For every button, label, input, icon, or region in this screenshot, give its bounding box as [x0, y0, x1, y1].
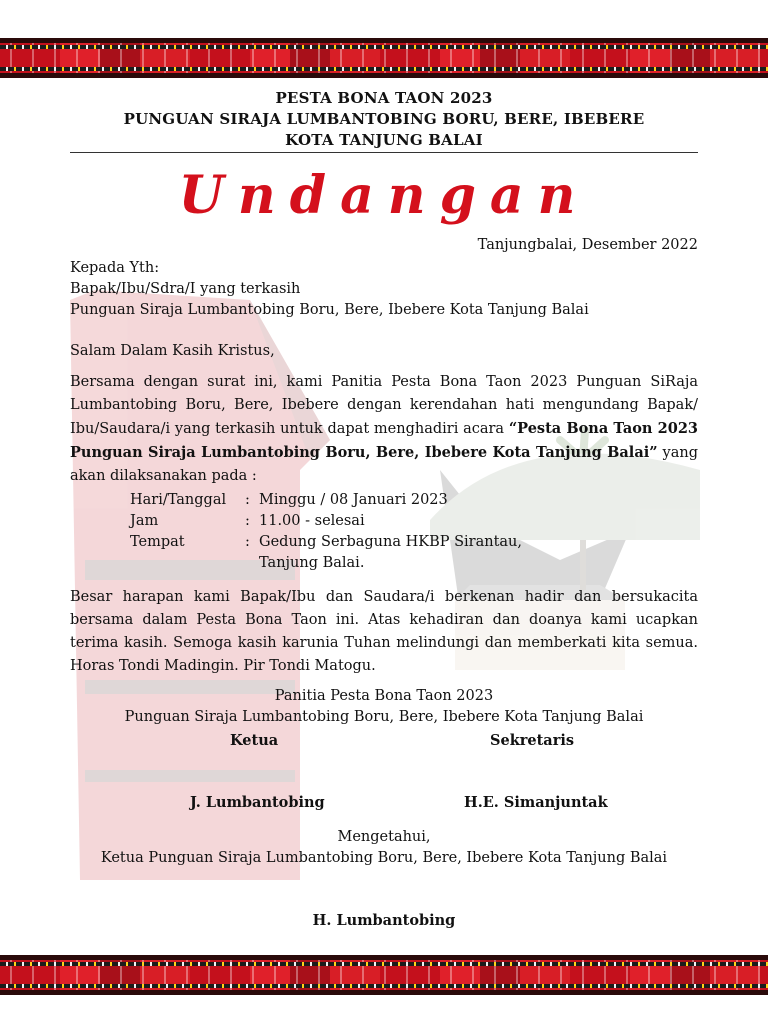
paragraph-invitation [70, 371, 698, 488]
paragraph-invitation-tail: yang akan dilaksanakan pada : [70, 445, 698, 484]
paragraph-closing: Besar harapan kami Bapak/Ibu dan Saudara/i berkenan hadir dan bersukacita bersama dalam Pesta Bona Taon ini. Atas kehadiran dan doanya kami ucapkan terima kasih. Semoga kasih karunia Tuhan melindungi dan memberkati kita semua. Horas Tondi Madingin. Pir Tondi Matogu. [70, 589, 698, 674]
detail-day-value: Minggu / 08 Januari 2023 [259, 492, 448, 508]
detail-time-colon: : [245, 513, 250, 529]
detail-place-value: Gedung Serbaguna HKBP Sirantau, [259, 534, 523, 550]
recipient-organization: Punguan Siraja Lumbantobing Boru, Bere, Ibebere Kota Tanjung Balai [70, 302, 589, 318]
letter-date: Tanjungbalai, Desember 2022 [477, 237, 698, 253]
committee-organization: Punguan Siraja Lumbantobing Boru, Bere, Ibebere Kota Tanjung Balai [124, 709, 644, 725]
detail-place-value-2: Tanjung Balai. [259, 555, 365, 571]
secretary-title: Sekretaris [490, 732, 575, 749]
header-organization: PUNGUAN SIRAJA LUMBANTOBING BORU, BERE, IBEBERE [123, 110, 645, 128]
header-event-title: PESTA BONA TAON 2023 [275, 89, 493, 107]
greeting: Salam Dalam Kasih Kristus, [70, 343, 275, 359]
secretary-name: H.E. Simanjuntak [464, 794, 608, 811]
detail-day-label: Hari/Tanggal [130, 492, 227, 508]
chair-name: J. Lumbantobing [190, 794, 325, 811]
detail-place-label: Tempat [130, 534, 185, 550]
recipient-audience: Bapak/Ibu/Sdra/I yang terkasih [70, 281, 301, 297]
recipient-salutation: Kepada Yth: [70, 260, 160, 276]
event-name: “Pesta Bona Taon 2023 Punguan Siraja Lumbantobing Boru, Bere, Ibebere Kota Tanjung Balai” [70, 420, 698, 461]
acknowledged-name: H. Lumbantobing [312, 912, 456, 929]
header-divider [70, 152, 698, 153]
detail-place-colon: : [245, 534, 250, 550]
detail-time-value: 11.00 - selesai [259, 513, 365, 529]
paragraph-invitation-text: Bersama dengan surat ini, kami Panitia Pesta Bona Taon 2023 Punguan SiRaja Lumbantobing Boru, Bere, Ibebere dengan kerendahan hati mengundang Bapak/ Ibu/Saudara/i yang terkasih untuk dapat menghadiri acara [70, 374, 698, 437]
acknowledged-role: Ketua Punguan Siraja Lumbantobing Boru, Bere, Ibebere Kota Tanjung Balai [100, 850, 668, 866]
detail-day-colon: : [245, 492, 250, 508]
page-title: Undangan [178, 165, 590, 226]
committee-name: Panitia Pesta Bona Taon 2023 [274, 688, 494, 704]
acknowledged-label: Mengetahui, [337, 829, 431, 845]
header-city: KOTA TANJUNG BALAI [285, 131, 483, 149]
chair-title: Ketua [230, 732, 279, 749]
detail-time-label: Jam [130, 513, 159, 529]
